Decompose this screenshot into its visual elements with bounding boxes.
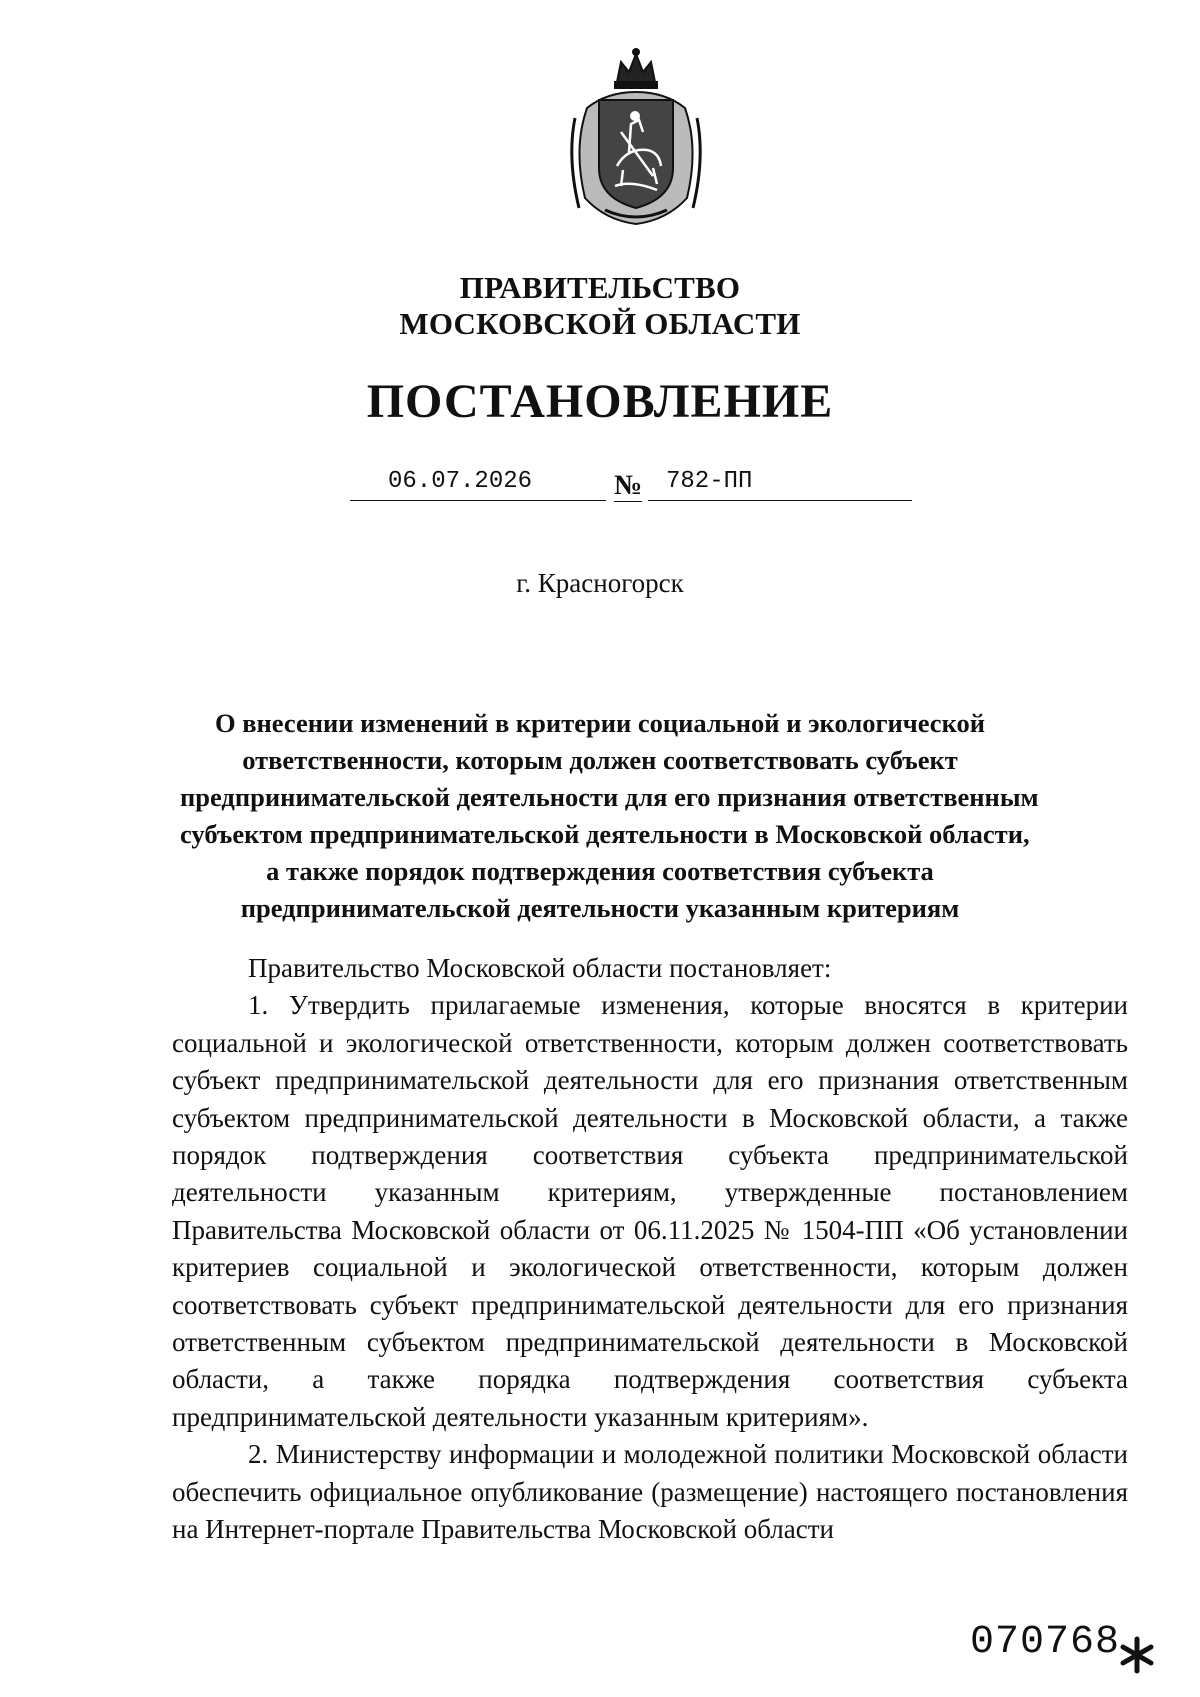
document-number: 782-ПП (666, 468, 753, 495)
number-underline (648, 500, 912, 501)
serial-number: 070768 (970, 1620, 1121, 1665)
city: г. Красногорск (516, 568, 684, 598)
title-line: а также порядок подтверждения соответствия субъекта (266, 856, 934, 886)
title-line: предпринимательской деятельности указанным критериям (240, 893, 960, 923)
coat-of-arms-icon (565, 48, 707, 226)
document-body (172, 950, 1128, 1549)
document-type: ПОСТАНОВЛЕНИЕ (366, 375, 834, 428)
title-line: ответственности, которым должен соответствовать субъект (242, 745, 958, 775)
document-title (180, 705, 1039, 927)
paragraph-2: 2. Министерству информации и молодежной политики Московской области обеспечить официальное опубликование (размещение) настоящего постановления на Интернет-портале Правительства Московской области (172, 1439, 1128, 1545)
org-name-line1: ПРАВИТЕЛЬСТВО (459, 270, 741, 305)
asterisk-icon (1118, 1636, 1156, 1674)
org-name-line2: МОСКОВСКОЙ ОБЛАСТИ (399, 306, 801, 341)
title-line: предпринимательской деятельности для его признания ответственным (180, 782, 1039, 812)
title-line: субъектом предпринимательской деятельности в Московской области, (180, 819, 1030, 849)
paragraph-1: 1. Утвердить прилагаемые изменения, которые вносятся в критерии социальной и экологической ответственности, которым должен соответствовать субъект предпринимательской деятельности для его признания ответственным субъектом предпринимательской деятельности в Московской области, а также порядок подтверждения соответствия субъекта предпринимательской деятельности указанным критериям, утвержденные постановлением Правительства Московской области от 06.11.2025 № 1504-ПП «Об установлении критериев социальной и экологической ответственности, которым должен соответствовать субъект предпринимательской деятельности для его признания ответственным субъектом предпринимательской деятельности в Московской области, а также порядка подтверждения соответствия субъекта предпринимательской деятельности указанным критериям». (172, 990, 1128, 1432)
date-underline (350, 500, 606, 501)
title-line: О внесении изменений в критерии социальной и экологической (214, 708, 986, 738)
document-date: 06.07.2026 (388, 468, 533, 495)
number-sign: № (614, 470, 643, 501)
intro-paragraph: Правительство Московской области постановляет: (248, 953, 832, 983)
